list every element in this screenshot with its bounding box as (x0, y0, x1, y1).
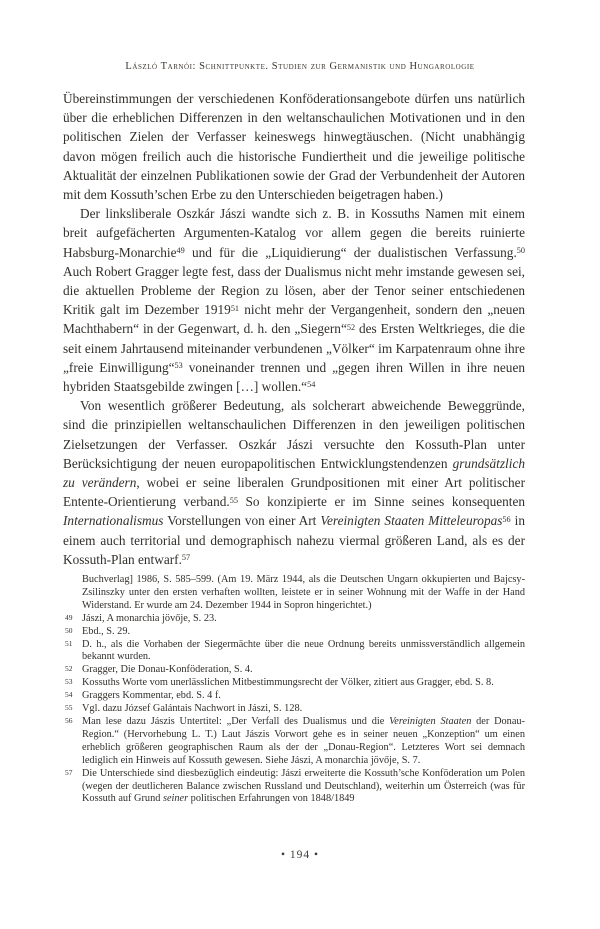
footnote-52 (63, 664, 525, 677)
text-run: Buchverlag] 1986, S. 585–599. (Am 19. März 1944, als die Deutschen Ungarn okkupierten und Bajcsy-Zsilinszky unter den ersten verhaften wollten, leistete er in seiner Wohnung mit der Waffe in der Hand Widerstand. Er wurde am 24. Dezember 1944 in Sopron hingerichtet.) (82, 574, 525, 611)
text-run: voneinander trennen und „gegen ihren Willen in ihre neuen hybriden Staatsgebilde zwingen […] wollen.“ (63, 359, 525, 395)
text-run: Von wesentlich größerer Bedeutung, als solcherart abweichende Beweggründe, sind die prinzipiellen weltanschaulichen Differenzen in den jeweiligen politischen Zielsetzungen der Verfasser. Oszkár Jászi versuchte den Kossuth-Plan unter Berücksichtigung der neuen europapolitischen Entwicklungstendenzen (63, 398, 525, 471)
body-text (63, 89, 525, 569)
text-run: D. h., als die Vorhaben der Siegermächte über die neue Ordnung bereits unmissverständlich allgemein bekannt wurden. (82, 638, 525, 663)
text-run: Vorstellungen von einer Art (163, 513, 321, 529)
text-run: Man lese dazu Jászis Untertitel: „Der Verfall des Dualismus und die (82, 715, 390, 727)
text-run: politischen Erfahrungen von 1848/1849 (188, 793, 355, 805)
footnote-number: 55 (65, 703, 73, 713)
footnote-49 (63, 613, 525, 626)
footnote-55 (63, 703, 525, 716)
text-run: Kossuths Worte vom unerlässlichen Mitbestimmungsrecht der Völker, zitiert aus Gragger, ebd. S. 8. (82, 677, 494, 689)
footnote-number: 49 (65, 612, 73, 622)
text-run: der Donau-Region.“ (Hervorhebung L. T.) Laut Jászis Vorwort gehe es in seiner neuen „Konzeption“ um einen erheblich größeren geographischen Raum als der der „Donau-Region“. Letzteres Wort sei demnach lediglich ein Hinweis auf Kossuth gewesen. Siehe Jászi, A monarchia jövője, S. 7. (82, 715, 525, 766)
paragraph (63, 204, 525, 396)
text-run: nicht mehr der Vergangenheit, sondern den „neuen Machthabern“ in der Gegenwart, d. h. den „Siegern“ (63, 302, 525, 337)
footnote-51 (63, 639, 525, 665)
footnote-number: 52 (65, 664, 73, 674)
text-run: , wobei er seine liberalen Grundpositionen mit einer Art politischer Entente-Orientierung verband. (63, 475, 525, 510)
footnote-ref: 54 (307, 380, 316, 390)
text-run: Jászi, A monarchia jövője, S. 23. (82, 612, 217, 624)
footnote-ref: 49 (176, 245, 185, 255)
footnote-continuation (63, 574, 525, 613)
footnote-ref: 53 (174, 361, 183, 371)
page-number: • 194 • (280, 849, 320, 861)
text-run: Vereinigten Staaten Mitteleuropas (320, 513, 503, 529)
text-run: Graggers Kommentar, ebd. S. 4 f. (82, 690, 221, 702)
text-run: Ebd., S. 29. (82, 625, 131, 637)
running-header: László Tarnói: Schnittpunkte. Studien zur Germanistik und Hungarologie (125, 61, 475, 72)
paragraph (63, 396, 525, 569)
text-run: Gragger, Die Donau-Konföderation, S. 4. (82, 664, 253, 676)
footnote-number: 53 (65, 677, 73, 687)
footnote-ref: 50 (516, 245, 525, 255)
footnote-ref: 51 (230, 303, 240, 313)
footnote-54 (63, 690, 525, 703)
text-run: seiner (162, 793, 189, 805)
text-run: des Ersten Weltkrieges, die die seit einem Jahrtausend miteinander verbundenen „Völker“ im Karpatenraum ohne ihre „freie Einwilligung“ (63, 321, 526, 375)
footnote-53 (63, 677, 525, 690)
text-run: Vgl. dazu József Galántais Nachwort in Jászi, S. 128. (82, 703, 303, 715)
text-run: grundsätzlich zu verändern (63, 455, 525, 491)
footnote-number: 56 (65, 715, 73, 725)
text-run: Vereinigten Staaten (389, 715, 472, 727)
text-run: Der linksliberale Oszkár Jászi wandte sich z. B. in Kossuths Namen mit einem breit aufgefächerten Argumenten-Katalog vor allem gegen die bereits ruinierte Habsburg-Monarchie (63, 206, 525, 260)
text-run: Internationalismus (63, 513, 164, 529)
footnotes (63, 574, 525, 806)
text-run: Auch Robert Gragger legte fest, dass der Dualismus nicht mehr imstande gewesen sei, die aktuellen Probleme der Region zu lösen, aber der Tenor seiner entschiedenen Kritik galt im Dezember 1919 (63, 263, 525, 318)
footnote-56 (63, 716, 525, 768)
footnote-50 (63, 626, 525, 639)
footnote-ref: 52 (346, 322, 356, 332)
paragraph (63, 89, 525, 204)
text-run: Übereinstimmungen der verschiedenen Konföderationsangebote dürfen uns natürlich über die erheblichen Differenzen in den weltanschaulichen Motivationen und in den politischen Zielen der Verfasser keineswegs hinwegtäuschen. (Nicht unabhängig davon mögen freilich auch die historische Fundiertheit und die jeweilige politische Aktualität der einzelnen Publikationen sowie der Grad der Verbundenheit der Autoren mit dem Kossuth’schen Erbe zu den Unterschieden beigetragen haben.) (63, 91, 525, 203)
text-run: in einem auch territorial und demographisch nahezu viermal größeren Land, als es der Kossuth-Plan entwarf. (63, 513, 525, 567)
footnote-number: 57 (65, 767, 73, 777)
footnote-number: 50 (65, 625, 73, 635)
footnote-ref: 57 (181, 553, 191, 563)
text-run: Die Unterschiede sind diesbezüglich eindeutig: Jászi erweiterte die Kossuth’sche Konföderation um Polen (wegen der deutlicheren Balance zwischen Russland und Deutschland), weiterhin um Österreich (was für Kossuth auf Grund (82, 767, 525, 805)
footnote-57 (63, 768, 525, 807)
footnote-ref: 55 (229, 495, 238, 505)
footnote-ref: 56 (502, 514, 511, 524)
footnote-number: 54 (65, 690, 73, 700)
text-run: und für die „Liquidierung“ der dualistischen Verfassung. (184, 244, 517, 260)
footnote-number: 51 (65, 638, 73, 648)
text-run: So konzipierte er im Sinne seines konsequenten (237, 494, 526, 510)
